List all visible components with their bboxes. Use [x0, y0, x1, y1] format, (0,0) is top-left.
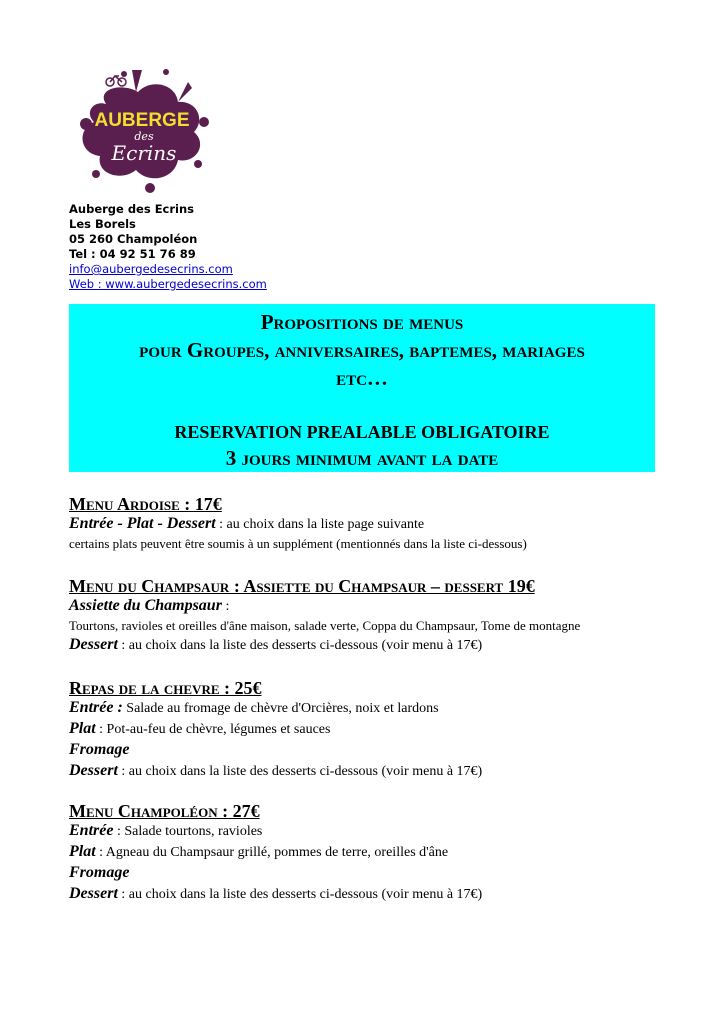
menu-champoleon: [69, 801, 669, 905]
menu-line: [69, 635, 669, 656]
menu-line-key: Dessert: [69, 762, 118, 779]
menu-line-key: Fromage: [69, 741, 130, 758]
menu-chevre: [69, 678, 669, 782]
menu-line: [69, 617, 669, 635]
contact-city: 05 260 Champoléon: [69, 232, 198, 246]
menu-line-key: Dessert: [69, 636, 118, 653]
menu-line-text: : Pot-au-feu de chèvre, légumes et sauces: [95, 722, 331, 737]
menu-line-text: Salade au fromage de chèvre d'Orcières, noix et lardons: [122, 701, 439, 716]
banner-reservation: RESERVATION PREALABLE OBLIGATOIRE: [174, 422, 550, 442]
banner-subtitle: pour Groupes, anniversaires, baptemes, mariages: [139, 338, 585, 362]
menu-champsaur: [69, 576, 669, 656]
menu-line-key: Dessert: [69, 885, 118, 902]
menu-line: [69, 535, 669, 553]
logo-auberge-text: AUBERGE: [94, 110, 190, 131]
menu-line: [69, 740, 669, 761]
menu-title: Menu du Champsaur : Assiette du Champsaur – dessert 19€: [69, 576, 535, 596]
menu-title: Menu Ardoise : 17€: [69, 494, 222, 514]
banner-delay: 3 jours minimum avant la date: [225, 446, 499, 470]
menu-line-key: Entrée :: [69, 699, 123, 716]
menu-line-text: : Salade tourtons, ravioles: [113, 824, 263, 839]
menu-line-text: : au choix dans la liste page suivante: [215, 517, 425, 532]
menu-line: [69, 761, 669, 782]
banner-title: Propositions de menus: [260, 310, 464, 334]
menu-line: [69, 719, 669, 740]
menu-line-key: Assiette du Champsaur: [69, 597, 222, 614]
logo-des-text: des: [134, 130, 154, 143]
menu-line: [69, 698, 669, 719]
menu-title: Menu Champoléon : 27€: [69, 801, 260, 821]
contact-name: Auberge des Ecrins: [69, 202, 195, 216]
menu-line: [69, 842, 669, 863]
auberge-logo: [66, 64, 216, 196]
menu-banner: [69, 304, 655, 472]
menu-line-key: Plat: [69, 843, 96, 860]
contact-place: Les Borels: [69, 217, 136, 231]
menu-line-key: Entrée - Plat - Dessert: [69, 515, 216, 532]
menu-line-key: Plat: [69, 720, 96, 737]
menu-line-text: : Agneau du Champsaur grillé, pommes de terre, oreilles d'âne: [95, 845, 449, 860]
bicycle-icon: [106, 76, 126, 86]
menu-line-text: :: [221, 599, 230, 614]
menu-line: [69, 514, 669, 535]
menu-line: [69, 821, 669, 842]
menu-line-text: Tourtons, ravioles et oreilles d'âne maison, salade verte, Coppa du Champsaur, Tome de montagne: [69, 618, 581, 633]
menu-line: [69, 863, 669, 884]
menu-line-text: : au choix dans la liste des desserts ci-dessous (voir menu à 17€): [117, 638, 483, 653]
contact-web-link[interactable]: Web : www.aubergedesecrins.com: [69, 277, 267, 291]
banner-etc: etc…: [336, 366, 388, 390]
menu-line-key: Entrée: [69, 822, 114, 839]
logo-ecrins-text: Ecrins: [111, 141, 177, 165]
contact-phone: Tel : 04 92 51 76 89: [69, 247, 196, 261]
contact-email-link[interactable]: info@aubergedesecrins.com: [69, 262, 233, 276]
menu-title: Repas de la chevre : 25€: [69, 678, 262, 698]
contact-block: [69, 202, 267, 292]
menu-ardoise: [69, 494, 669, 553]
menu-line-text: certains plats peuvent être soumis à un supplément (mentionnés dans la liste ci-dessous): [69, 536, 527, 551]
menu-line-text: : au choix dans la liste des desserts ci-dessous (voir menu à 17€): [117, 887, 483, 902]
menu-line: [69, 884, 669, 905]
menu-line-text: : au choix dans la liste des desserts ci-dessous (voir menu à 17€): [117, 764, 483, 779]
menu-line-key: Fromage: [69, 864, 130, 881]
menu-line: [69, 596, 669, 617]
